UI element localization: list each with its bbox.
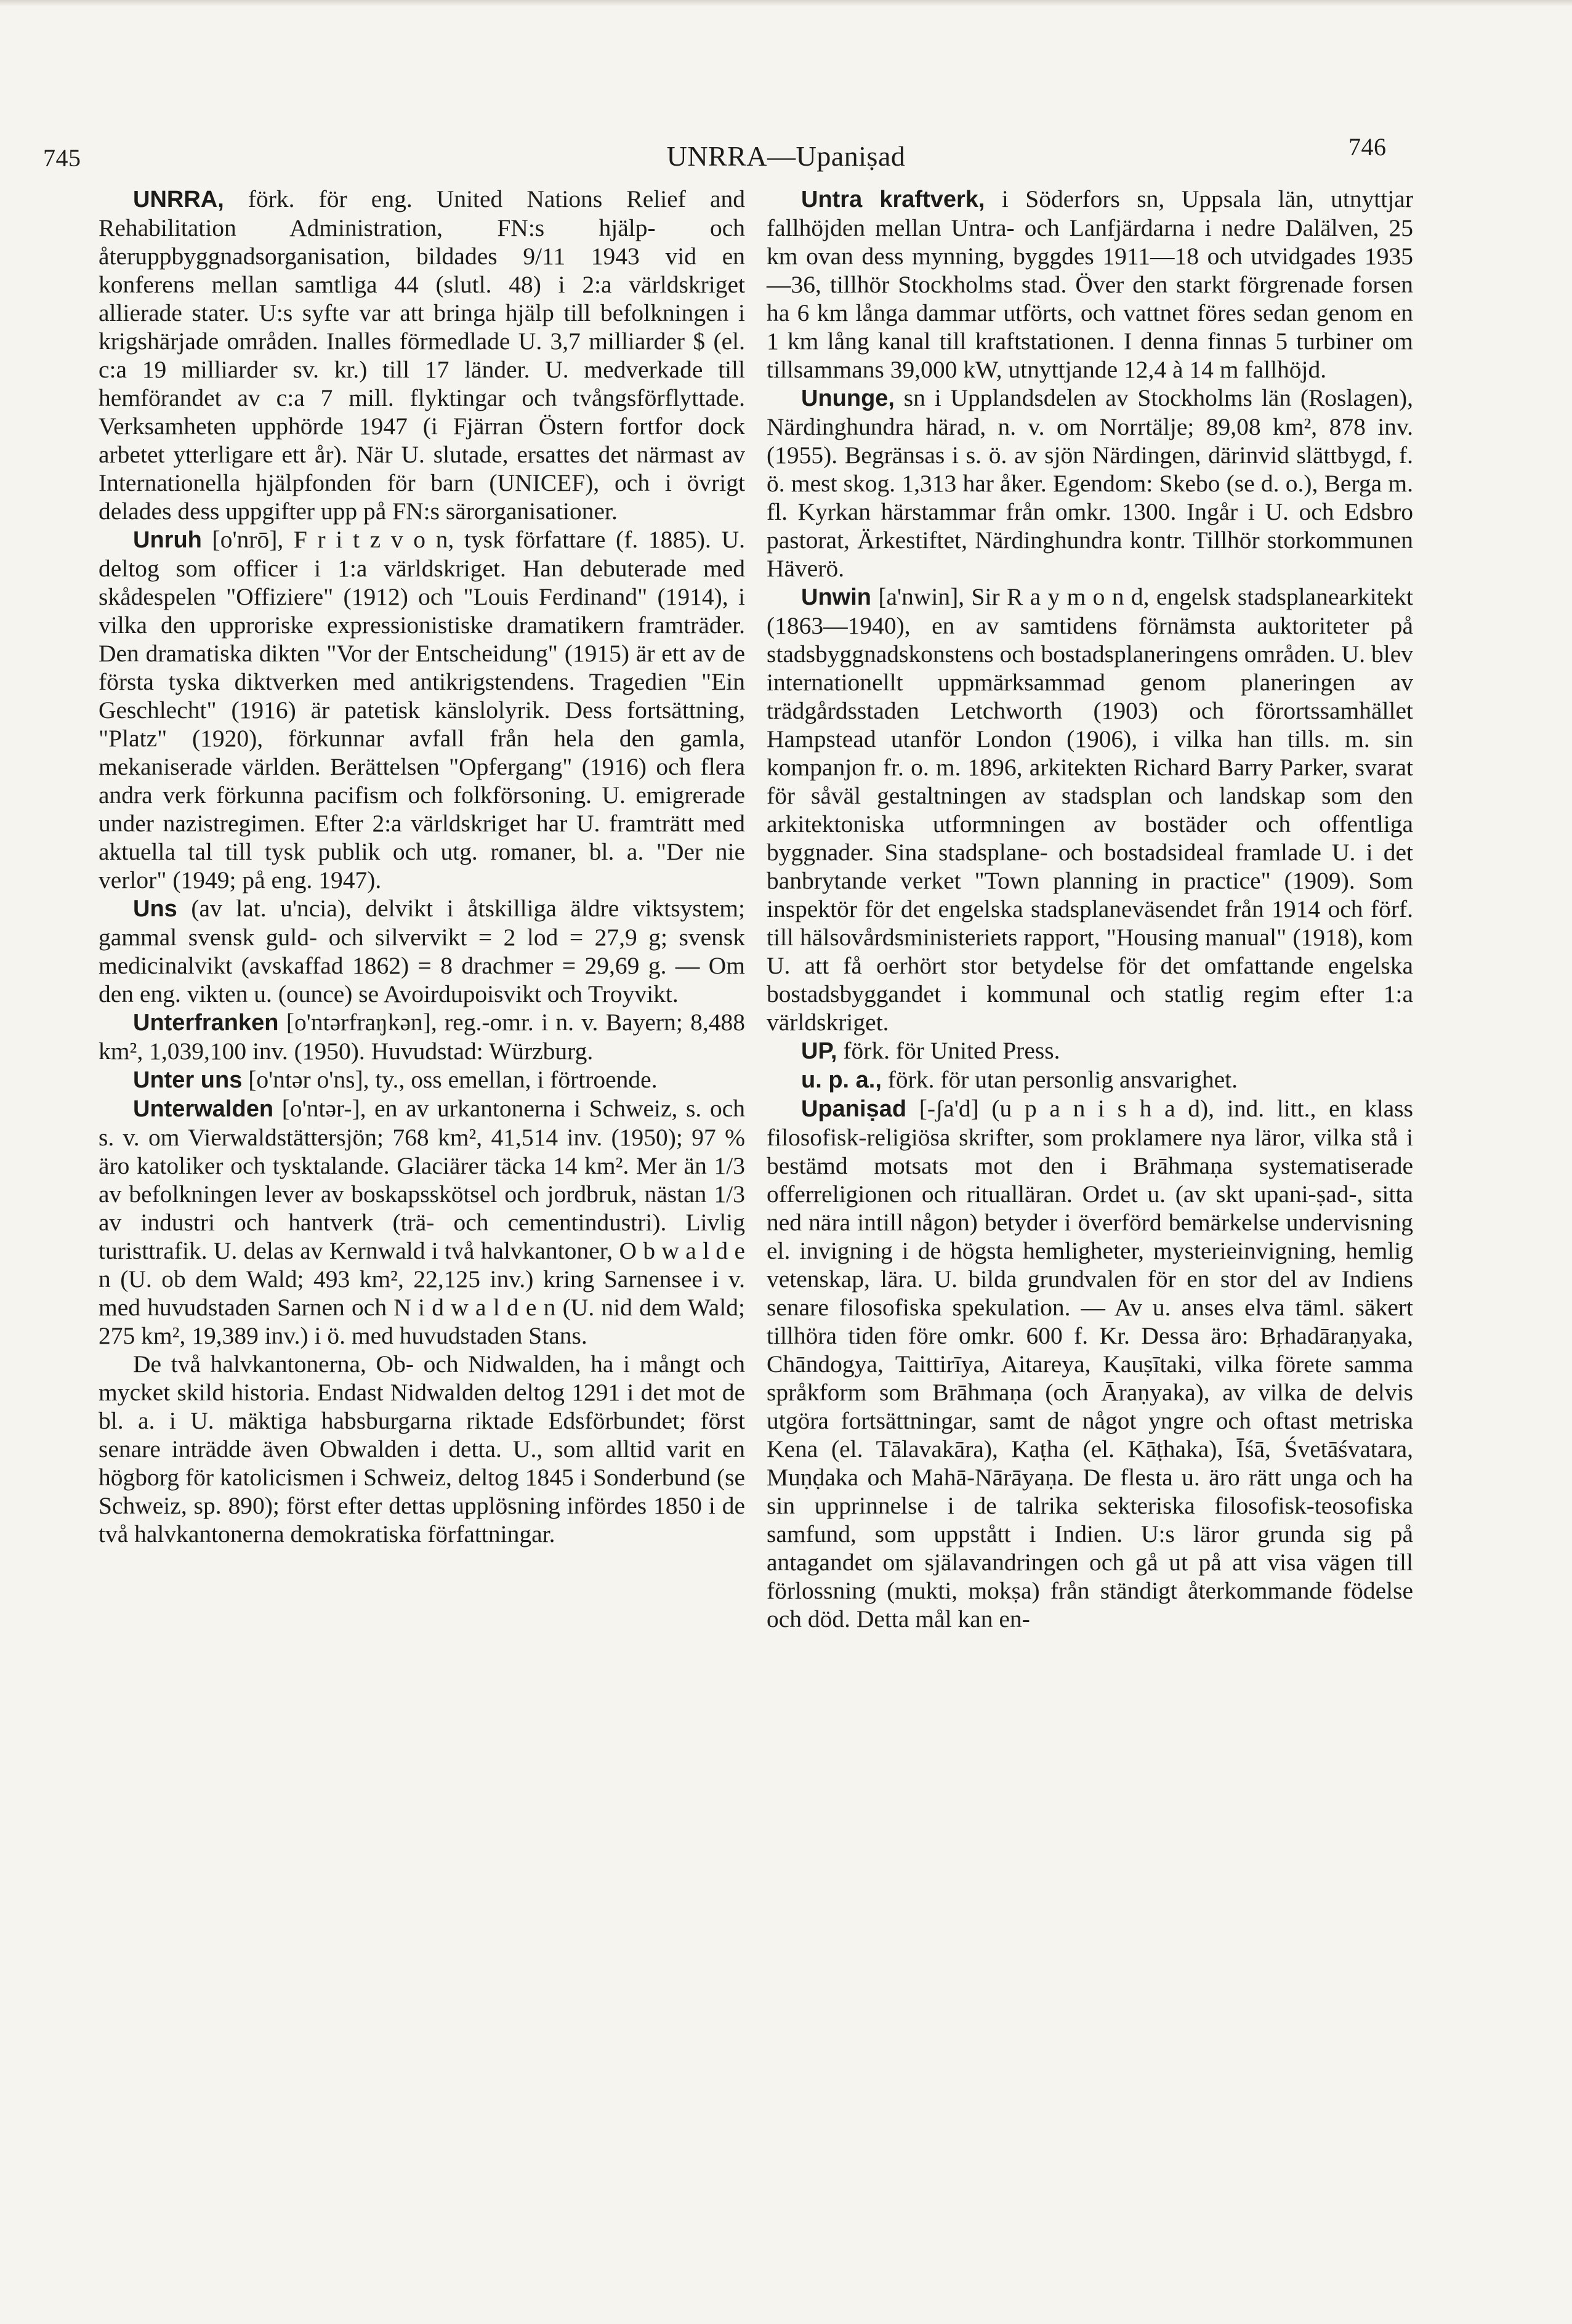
left-column <box>99 185 745 1548</box>
dictionary-entry <box>767 1094 1413 1633</box>
scan-edge <box>0 0 1572 6</box>
entry-headword: UP, <box>801 1038 837 1064</box>
entry-headword: Unwin <box>801 584 871 610</box>
entry-headword: Upaniṣad <box>801 1096 907 1122</box>
entry-text: [o'ntər o'ns], ty., oss emellan, i förtroende. <box>242 1066 658 1093</box>
entry-text: [o'ntər-], en av urkantonerna i Schweiz, s. och s. v. om Vierwaldstättersjön; 768 km², 41,514 inv. (1950); 97 % äro katoliker och tysktalande. Glaciärer täcka 14 km². Mer än 1/3 av befolkningen lever av boskapsskötsel och jordbruk, nästan 1/3 av industri och hantverk (trä- och cementindustri). Livlig turisttrafik. U. delas av Kernwald i två halvkantoner, O b w a l d e n (U. ob dem Wald; 493 km², 22,125 inv.) kring Sarnensee i v. med huvudstaden Sarnen och N i d w a l d e n (U. nid dem Wald; 275 km², 19,389 inv.) i ö. med huvudstaden Stans. <box>99 1095 745 1349</box>
dictionary-entry <box>767 1065 1413 1094</box>
entry-text: [a'nwin], Sir R a y m o n d, engelsk stadsplanearkitekt (1863—1940), en av samtidens förnämsta auktoriteter på stadsbyggnadskonstens och bostadsplaneringens områden. U. blev internationellt uppmärksammad genom planeringen av trädgårdsstaden Letchworth (1903) och förortssamhället Hampstead utanför London (1906), i vilka han tills. m. sin kompanjon fr. o. m. 1896, arkitekten Richard Barry Parker, svarat för såväl gestaltningen av stadsplan och landskap som den arkitektoniska utformningen av bostäder och offentliga byggnader. Sina stadsplane- och bostadsideal framlade U. i det banbrytande verket "Town planning in practice" (1909). Som inspektör för det engelska stadsplaneväsendet från 1914 och förf. till hälsovårdsministeriets rapport, "Housing manual" (1918), kom U. att få oerhört stor betydelse för det omfattande engelska bostadsbyggandet i kommunal och statlig regim efter 1:a världskriget. <box>767 583 1413 1036</box>
entry-headword: u. p. a., <box>801 1067 882 1093</box>
entry-text: förk. för United Press. <box>837 1037 1060 1064</box>
entry-headword: UNRRA, <box>133 187 224 212</box>
page-header <box>0 132 1572 182</box>
entry-text: [-ʃa'd] (u p a n i s h a d), ind. litt., en klass filosofisk-religiösa skrifter, som proklamere nya läror, vilka stå i bestämd motsats mot den i Brāhmaṇa systematiserade offerreligionen och ritualläran. Ordet u. (av skt upani-ṣad-, sitta ned nära intill någon) betyder i överförd bemärkelse undervisning el. invigning i de högsta hemligheter, mysterieinvigning, hemlig vetenskap, lära. U. bilda grundvalen för en stor del av Indiens senare filosofiska spekulation. — Av u. anses elva täml. säkert tillhöra tiden före omkr. 600 f. Kr. Dessa äro: Bṛhadāraṇyaka, Chāndogya, Taittirīya, Aitareya, Kauṣītaki, vilka förete samma språkform som Brāhmaṇa (och Āraṇyaka), av vilka de delvis utgöra fortsättningar, samt de något yngre och oftast metriska Kena (el. Tālavakāra), Kaṭha (el. Kāṭhaka), Īśā, Śvetāśvatara, Muṇḍaka och Mahā-Nārāyaṇa. De flesta u. äro rätt unga och ha sin upprinnelse i de talrika sekteriska filosofisk-teosofiska samfund, som uppstått i Indien. U:s läror grunda sig på antagandet om själavandringen och gå ut på att visa vägen till förlossning (mukti, mokṣa) från ständigt återkommande födelse och död. Detta mål kan en- <box>767 1095 1413 1632</box>
dictionary-entry <box>99 1065 745 1094</box>
right-column <box>767 185 1413 1633</box>
entry-text: (av lat. u'ncia), delvikt i åtskilliga äldre viktsystem; gammal svensk guld- och silvervikt = 2 lod = 27,9 g; svensk medicinalvikt (avskaffad 1862) = 8 drachmer = 29,69 g. — Om den eng. vikten u. (ounce) se Avoirdupoisvikt och Troyvikt. <box>99 895 745 1007</box>
running-title: UNRRA—Upaniṣad <box>666 140 906 172</box>
entry-headword: Unterfranken <box>133 1010 279 1036</box>
entry-headword: Unter uns <box>133 1067 243 1093</box>
entry-headword: Uns <box>133 896 177 922</box>
entry-text: förk. för eng. United Nations Relief and Rehabilitation Administration, FN:s hjälp- och återuppbyggnadsorganisation, bildades 9/11 1943 vid en konferens mellan samtliga 44 (slutl. 48) i 2:a världskriget allierade stater. U:s syfte var att bringa hjälp till befolkningen i krigshärjade områden. Inalles förmedlade U. 3,7 milliarder $ (el. c:a 19 milliarder sv. kr.) till 17 länder. U. medverkade till hemförandet av c:a 7 mill. flyktingar och tvångsförflyttade. Verksamheten upphörde 1947 (i Fjärran Östern fortfor dock arbetet ytterligare ett år). När U. slutade, ersattes det närmast av Internationella hjälpfonden för barn (UNICEF), och i övrigt delades dess uppgifter upp på FN:s särorganisationer. <box>99 185 745 525</box>
entry-headword: Unterwalden <box>133 1096 274 1122</box>
dictionary-entry <box>767 185 1413 384</box>
page-number-right: 746 <box>1348 133 1387 161</box>
entry-text: [o'ntərfraŋkən], reg.-omr. i n. v. Bayern; 8,488 km², 1,039,100 inv. (1950). Huvudstad: Würzburg. <box>99 1009 745 1065</box>
dictionary-entry <box>99 1094 745 1350</box>
dictionary-entry <box>99 1008 745 1065</box>
entry-headword: Ununge, <box>801 385 895 411</box>
dictionary-entry <box>99 525 745 894</box>
entry-text: förk. för utan personlig ansvarighet. <box>881 1066 1238 1093</box>
entry-text: i Söderfors sn, Uppsala län, utnyttjar fallhöjden mellan Untra- och Lanfjärdarna i nedre Dalälven, 25 km ovan dess mynning, byggdes 1911—18 och utvidgades 1935—36, tillhör Stockholms stad. Över den starkt förgrenade forsen ha 6 km långa dammar utförts, och vattnet föres sedan genom en 1 km lång kanal till kraftstationen. I denna finnas 5 turbiner om tillsammans 39,000 kW, utnyttjande 12,4 à 14 m fallhöjd. <box>767 185 1413 383</box>
entry-headword: Untra kraftverk, <box>801 187 985 212</box>
dictionary-entry <box>99 894 745 1008</box>
entry-text: sn i Upplandsdelen av Stockholms län (Roslagen), Närdinghundra härad, n. v. om Norrtälje; 89,08 km², 878 inv. (1955). Begränsas i s. ö. av sjön Närdingen, därinvid slättbygd, f. ö. mest skog. 1,313 har åker. Egendom: Skebo (se d. o.), Berga m. fl. Kyrkan härstammar från omkr. 1300. Ingår i U. och Edsbro pastorat, Ärkestiftet, Närdinghundra kontr. Tillhör storkommunen Häverö. <box>767 384 1413 582</box>
dictionary-entry <box>767 1036 1413 1065</box>
page-number-left: 745 <box>43 144 81 172</box>
dictionary-entry <box>767 583 1413 1036</box>
dictionary-entry <box>99 1350 745 1548</box>
dictionary-entry <box>99 185 745 525</box>
entry-text: De två halvkantonerna, Ob- och Nidwalden, ha i mångt och mycket skild historia. Endast Nidwalden deltog 1291 i det mot de bl. a. i U. mäktiga habsburgarna riktade Edsförbundet; först senare inträdde även Obwalden i detta. U., som alltid varit en högborg för katolicismen i Schweiz, deltog 1845 i Sonderbund (se Schweiz, sp. 890); först efter dettas upplösning infördes 1850 i de två halvkantonerna demokratiska författningar. <box>99 1350 745 1547</box>
entry-headword: Unruh <box>133 527 202 553</box>
entry-text: [o'nrō], F r i t z v o n, tysk författare (f. 1885). U. deltog som officer i 1:a världskriget. Han debuterade med skådespelen "Offiziere" (1912) och "Louis Ferdinand" (1914), i vilka den upproriske expressionistiske dramatikern framträder. Den dramatiska dikten "Vor der Entscheidung" (1915) är ett av de första tyska diktverken med antikrigstendens. Tragedien "Ein Geschlecht" (1916) är patetisk känslolyrik. Dess fortsättning, "Platz" (1920), förkunnar avfall från hela den gamla, mekaniserade världen. Berättelsen "Opfergang" (1916) och flera andra verk förkunna pacifism och folkförsoning. U. emigrerade under nazistregimen. Efter 2:a världskriget har U. framträtt med aktuella tal till tysk publik och utg. romaner, bl. a. "Der nie verlor" (1949; på eng. 1947). <box>99 526 745 894</box>
dictionary-entry <box>767 384 1413 583</box>
